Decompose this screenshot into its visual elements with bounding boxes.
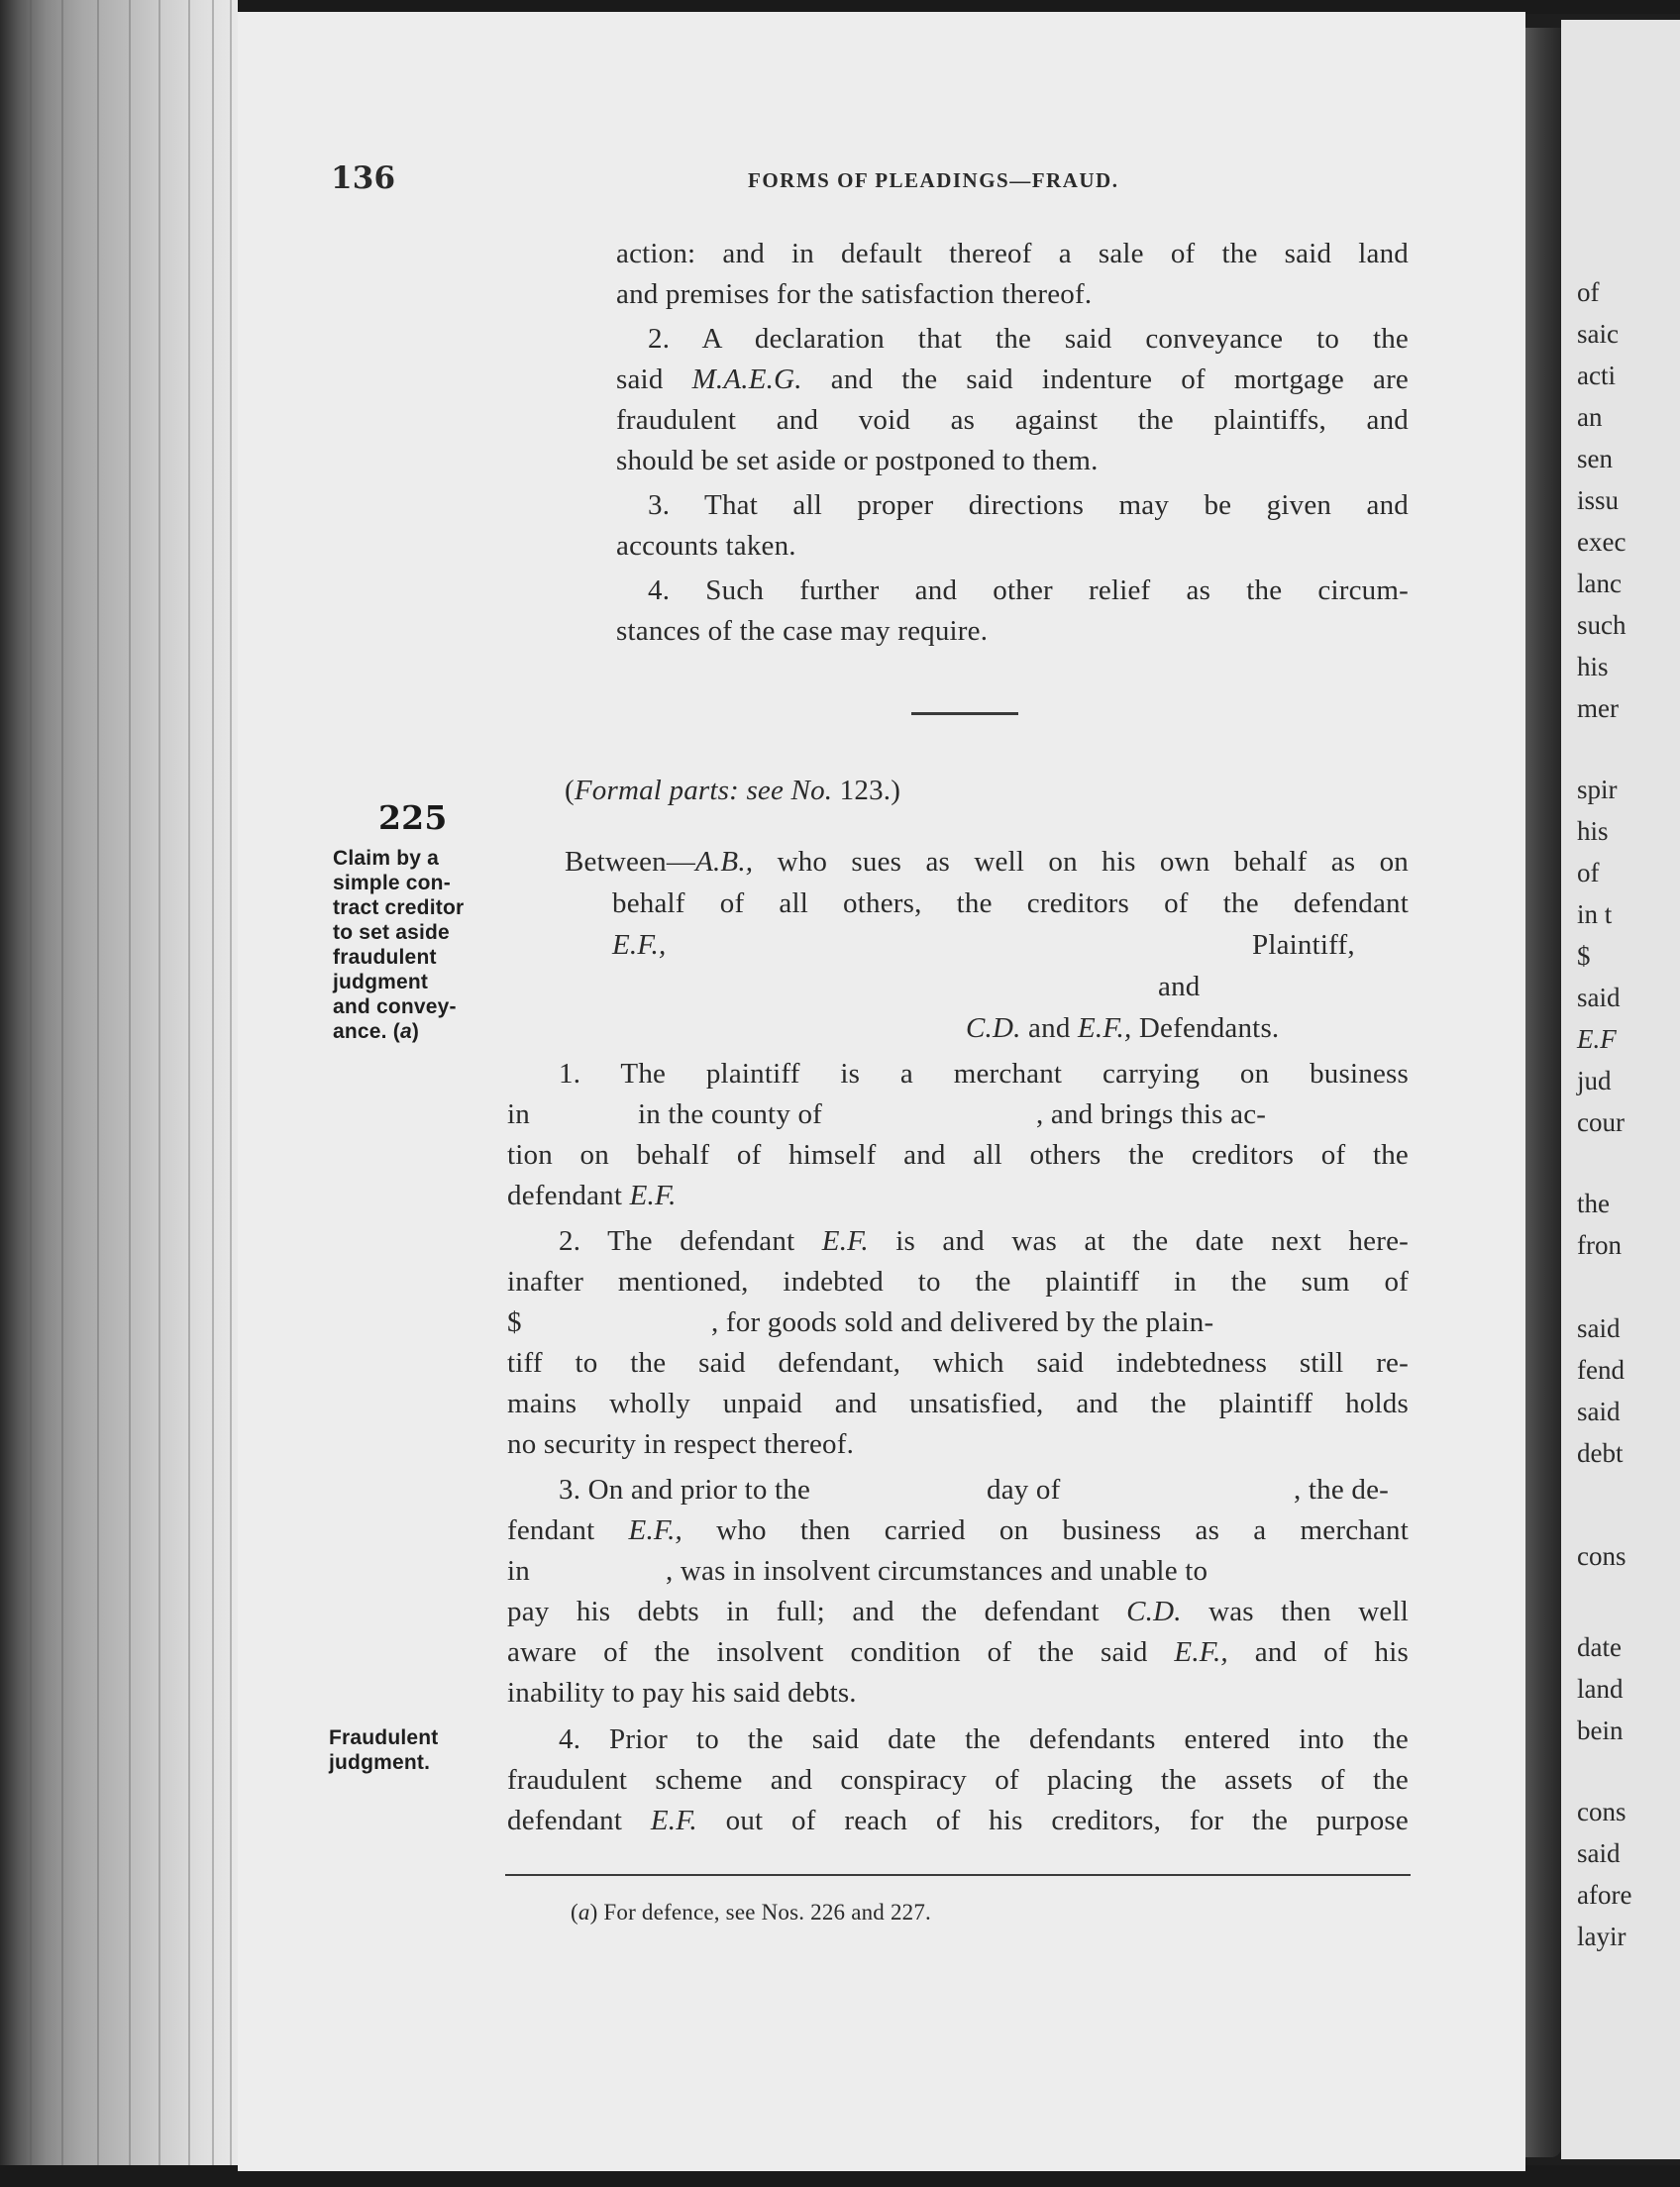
text-line: , the de-	[1294, 1474, 1390, 1506]
text-line: aware of the insolvent condition of the said E.F., and of his	[507, 1636, 1409, 1668]
section-divider	[911, 712, 1018, 715]
fragment-text: afore	[1577, 1880, 1632, 1910]
fragment-text: said	[1577, 983, 1621, 1012]
fragment-text: his	[1577, 652, 1609, 681]
fragment-text: cons	[1577, 1541, 1627, 1571]
fragment-text: his	[1577, 816, 1609, 846]
and-label: and	[1158, 971, 1201, 1002]
text-line: tion on behalf of himself and all others the creditors of the	[507, 1139, 1409, 1171]
text-line: inability to pay his said debts.	[507, 1677, 857, 1709]
text-line: pay his debts in full; and the defendant C.D. was then well	[507, 1596, 1409, 1627]
text-line: , was in insolvent circumstances and unable to	[666, 1555, 1208, 1587]
text-line: 1. The plaintiff is a merchant carrying on business	[559, 1058, 1409, 1090]
fragment-text: fron	[1577, 1230, 1622, 1260]
text-line: no security in respect thereof.	[507, 1428, 855, 1460]
fragment-text: said	[1577, 1313, 1621, 1343]
fragment-text: issu	[1577, 485, 1620, 515]
fragment-text: such	[1577, 610, 1627, 640]
text-line: $	[507, 1306, 522, 1338]
text-line: fendant E.F., who then carried on business as a merchant	[507, 1514, 1409, 1546]
text-line: 4. Such further and other relief as the circum-	[648, 574, 1409, 606]
text-line: , and brings this ac-	[1036, 1098, 1267, 1130]
fragment-text: lanc	[1577, 569, 1622, 598]
text-line: 3. That all proper directions may be given and	[648, 489, 1409, 521]
fragment-text: debt	[1577, 1438, 1624, 1468]
defendants-line: C.D. and E.F., Defendants.	[966, 1012, 1280, 1044]
text-line: should be set aside or postponed to them.	[616, 445, 1099, 476]
fragment-text: cons	[1577, 1797, 1627, 1826]
fragment-text: the	[1577, 1189, 1610, 1218]
fragment-text: E.F	[1577, 1024, 1617, 1054]
footnote: (a) For defence, see Nos. 226 and 227.	[571, 1900, 932, 1925]
plaintiff-label: Plaintiff,	[1252, 929, 1355, 961]
text-line: 3. On and prior to the	[559, 1474, 811, 1506]
text-line: day of	[987, 1474, 1061, 1506]
parties-line: Between—A.B., who sues as well on his own behalf as on	[565, 846, 1409, 878]
fragment-text: sen	[1577, 444, 1613, 473]
book-page	[238, 12, 1525, 2171]
fragment-text: acti	[1577, 361, 1616, 390]
fragment-text: date	[1577, 1632, 1622, 1662]
fragment-text: spir	[1577, 775, 1618, 804]
text-line: mains wholly unpaid and unsatisfied, and the plaintiff holds	[507, 1388, 1409, 1419]
fragment-text: exec	[1577, 527, 1627, 557]
fragment-text: $	[1577, 941, 1591, 971]
fragment-text: said	[1577, 1397, 1621, 1426]
fragment-text: of	[1577, 858, 1600, 887]
plaintiff-name: E.F.,	[612, 929, 667, 961]
fragment-text: land	[1577, 1674, 1624, 1704]
fragment-text: cour	[1577, 1107, 1625, 1137]
footnote-rule	[505, 1874, 1411, 1876]
text-line: in	[507, 1555, 530, 1587]
text-line: 4. Prior to the said date the defendants entered into the	[559, 1723, 1409, 1755]
text-line: fraudulent and void as against the plaintiffs, and	[616, 404, 1409, 436]
opening-paragraph	[616, 238, 1409, 270]
text-line: in the county of	[638, 1098, 823, 1130]
text-line: 2. The defendant E.F. is and was at the date next here-	[559, 1225, 1409, 1257]
text-line: fraudulent scheme and conspiracy of placing the assets of the	[507, 1764, 1409, 1796]
book-page-edges	[0, 0, 238, 2187]
fragment-text: jud	[1577, 1066, 1612, 1095]
fragment-text: of	[1577, 277, 1600, 307]
facing-page-fragment	[1561, 20, 1680, 2159]
fragment-text: saic	[1577, 319, 1619, 349]
text-line: , for goods sold and delivered by the plain-	[711, 1306, 1214, 1338]
fragment-text: mer	[1577, 693, 1619, 723]
section-number: 225	[378, 798, 448, 837]
fragment-text: fend	[1577, 1355, 1625, 1385]
margin-note: Claim by a simple con- tract creditor to set aside fraudulent judgment and convey- ance. (a)	[333, 847, 465, 1043]
text-line: and premises for the satisfaction thereof.	[616, 278, 1093, 310]
fragment-text: an	[1577, 402, 1603, 432]
text-line: stances of the case may require.	[616, 615, 989, 647]
formal-parts-reference: (Formal parts: see No. 123.)	[565, 775, 901, 806]
text-line: said M.A.E.G. and the said indenture of mortgage are	[616, 364, 1409, 395]
fragment-text: bein	[1577, 1716, 1624, 1745]
fragment-text: said	[1577, 1838, 1621, 1868]
text-line: tiff to the said defendant, which said indebtedness still re-	[507, 1347, 1409, 1379]
page-number: 136	[331, 160, 396, 196]
fragment-text: layir	[1577, 1922, 1627, 1951]
margin-note-fraudulent-judgment: Fraudulent judgment.	[329, 1726, 439, 1774]
text-line: 2. A declaration that the said conveyance to the	[648, 323, 1409, 355]
text-line: inafter mentioned, indebted to the plaintiff in the sum of	[507, 1266, 1409, 1298]
parties-line: behalf of all others, the creditors of the defendant	[612, 887, 1409, 919]
text-line: defendant E.F. out of reach of his creditors, for the purpose	[507, 1805, 1409, 1836]
text-line: defendant E.F.	[507, 1180, 677, 1211]
text-line: action: and in default thereof a sale of the said land	[616, 238, 1409, 269]
fragment-text: in t	[1577, 899, 1613, 929]
running-header: FORMS OF PLEADINGS—FRAUD.	[748, 168, 1119, 192]
text-line: in	[507, 1098, 530, 1130]
text-line: accounts taken.	[616, 530, 796, 562]
